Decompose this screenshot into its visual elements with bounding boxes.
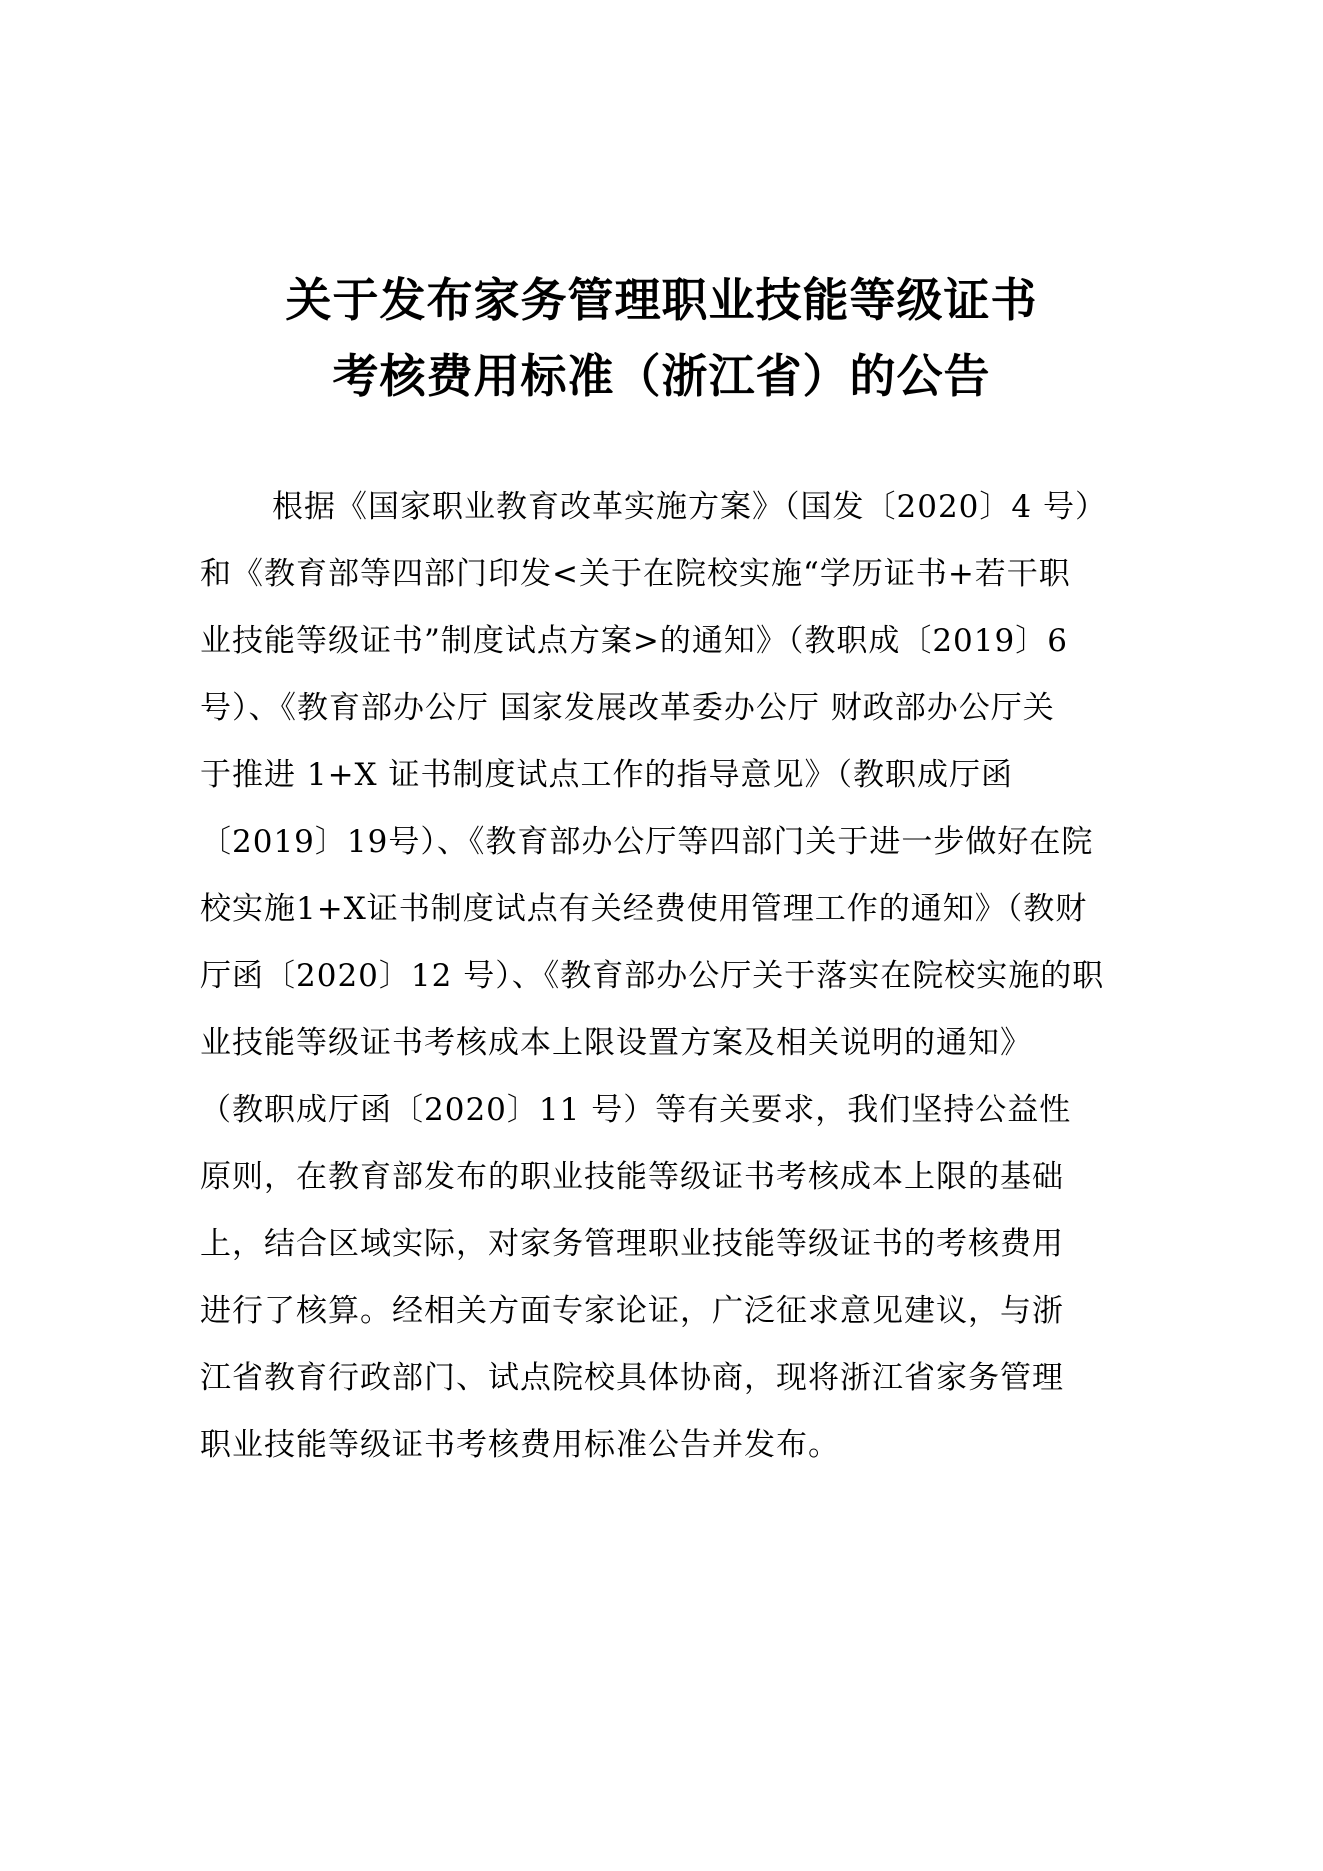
document-body [200, 474, 1160, 1479]
body-line: 〔2019〕19号）、《教育部办公厅等四部门关于进一步做好在院 [200, 824, 1094, 860]
body-line: 上，结合区域实际，对家务管理职业技能等级证书的考核费用 [200, 1226, 1064, 1262]
body-line: 校实施1+X证书制度试点有关经费使用管理工作的通知》（教财 [200, 891, 1088, 927]
body-line: 江省教育行政部门、试点院校具体协商，现将浙江省家务管理 [200, 1360, 1064, 1396]
body-line: 业技能等级证书”制度试点方案>的通知》（教职成〔2019〕6 [200, 623, 1068, 659]
body-line: （教职成厅函〔2020〕11 号）等有关要求，我们坚持公益性 [200, 1092, 1072, 1128]
body-line: 于推进 1+X 证书制度试点工作的指导意见》（教职成厅函 [200, 757, 1013, 793]
body-line: 进行了核算。经相关方面专家论证，广泛征求意见建议，与浙 [200, 1293, 1064, 1329]
body-line: 根据《国家职业教育改革实施方案》（国发〔2020〕4 号） [272, 489, 1107, 525]
body-line: 号）、《教育部办公厅 国家发展改革委办公厅 财政部办公厅关 [200, 690, 1055, 726]
document-title [0, 262, 1323, 414]
body-line: 原则，在教育部发布的职业技能等级证书考核成本上限的基础 [200, 1159, 1064, 1195]
body-line: 厅函〔2020〕12 号）、《教育部办公厅关于落实在院校实施的职 [200, 958, 1105, 994]
body-line: 业技能等级证书考核成本上限设置方案及相关说明的通知》 [200, 1025, 1032, 1061]
title-line-2: 考核费用标准（浙江省）的公告 [332, 349, 991, 403]
title-line-1: 关于发布家务管理职业技能等级证书 [285, 273, 1038, 327]
body-line: 职业技能等级证书考核费用标准公告并发布。 [200, 1427, 840, 1463]
body-line: 和《教育部等四部门印发<关于在院校实施“学历证书+若干职 [200, 556, 1071, 592]
